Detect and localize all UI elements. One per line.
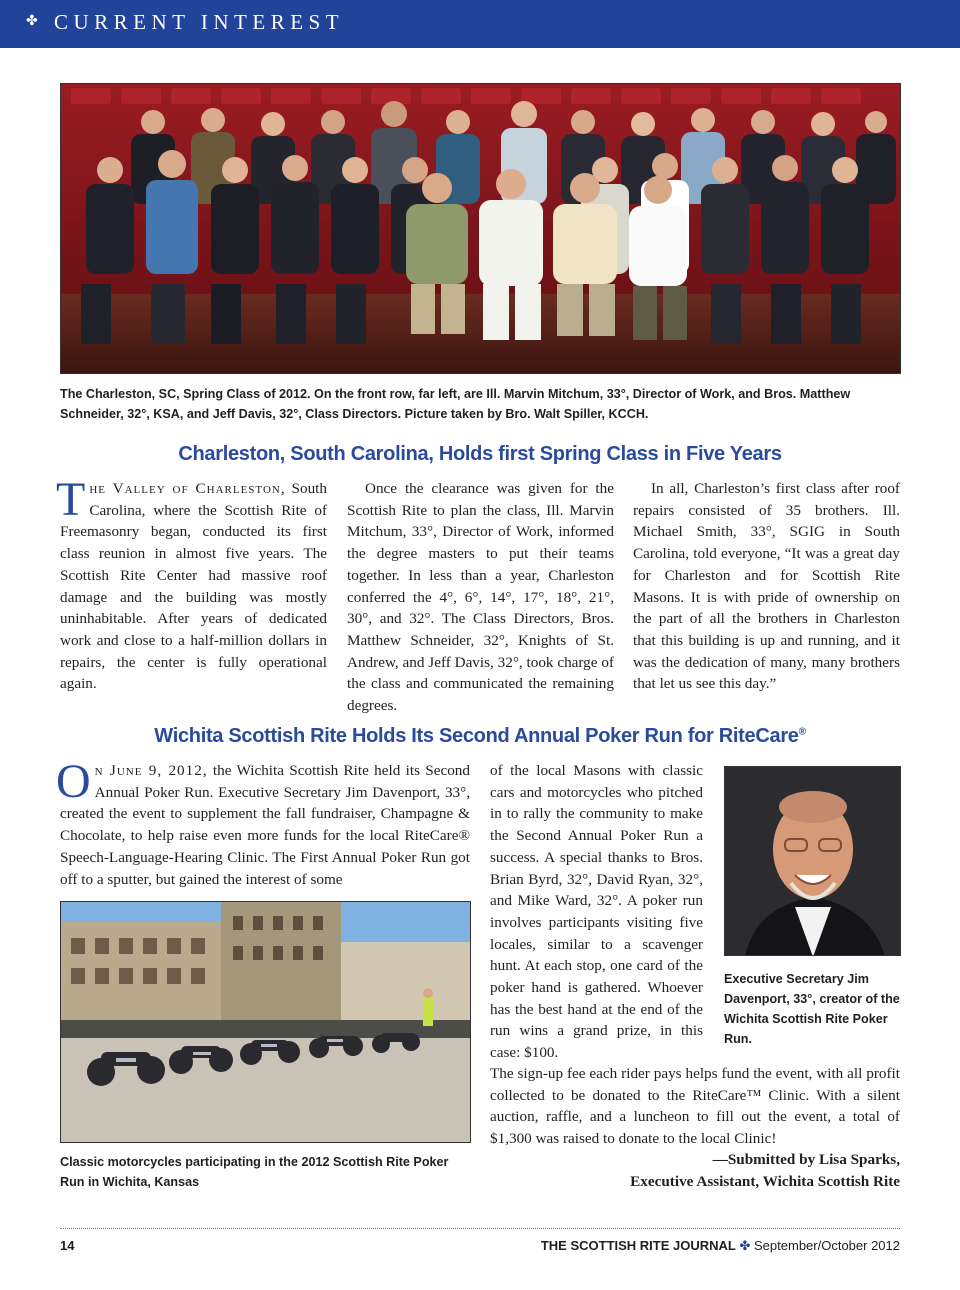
- signature-line-2: Executive Assistant, Wichita Scottish Rite: [630, 1172, 900, 1190]
- charleston-column-1: [56, 473, 327, 695]
- cross-ornament-icon: ✤: [739, 1238, 751, 1253]
- wichita-intro: [56, 755, 470, 890]
- motorcycle-photo: [60, 901, 471, 1143]
- charleston-photo-caption: The Charleston, SC, Spring Class of 2012. On the front row, far left, are Ill. Marvin Mitchum, 33°, Director of Work, and Bros. Matthew Schneider, 32°, KSA, and Jeff Davis, 32°, Class Directors. Picture taken by Bro. Walt Spiller, KCCH.: [60, 387, 851, 421]
- wichita-col2-body: of the local Masons with classic cars and motorcycles who pitched in to rally the community to make the Second Annual Poker Run a success. A special thanks to Bros. Brian Byrd, 32°, David Ryan, 32°, and Mike Ward, 32°. A poker run involves participants visiting five locales, similar to a scavenger hunt. At each stop, one card of the poker hand is gathered. Whoever has the best hand at the end of the run wins a grand prize, in this case: $100.: [490, 762, 703, 1062]
- davenport-portrait-photo: [724, 766, 901, 956]
- wichita-headline: [0, 725, 960, 748]
- page-number-text: 14: [60, 1238, 75, 1253]
- page-number: [60, 1238, 74, 1253]
- drop-cap-o: O: [56, 755, 91, 808]
- wichita-column-2: [490, 760, 703, 1064]
- charleston-headline: [0, 443, 960, 466]
- lead-in-text: he Valley of Charleston,: [89, 480, 286, 497]
- footer-rule: [60, 1228, 900, 1229]
- issue-date: September/October 2012: [754, 1238, 900, 1253]
- cross-ornament-icon: ✤: [26, 14, 38, 29]
- signature-line-1: —Submitted by Lisa Sparks,: [712, 1151, 900, 1168]
- motorcycles-photo-icon: [61, 902, 471, 1143]
- wichita-headline-text: Wichita Scottish Rite Holds Its Second Annual Poker Run for RiteCare: [154, 725, 799, 747]
- section-header: [0, 0, 960, 48]
- portrait-photo-icon: [725, 767, 901, 956]
- drop-cap-t: T: [56, 473, 86, 526]
- charleston-col1-body: South Carolina, where the Scottish Rite of Freemasonry began, conducted its first class reunion in almost five years. The Scottish Rite Center had massive roof damage and the building was mostly uninhabitable. After years of dedicated work and close to a half-million dollars in repairs, the center is fully operational again.: [60, 480, 327, 693]
- section-title: CURRENT INTEREST: [54, 10, 345, 34]
- wichita-intro-body: the Wichita Scottish Rite held its Second Annual Poker Run. Executive Secretary Jim Davenport, 33°, created the event to supplement the fall fundraiser, Champagne & Chocolate, to help raise even more funds for the local RiteCare® Speech-Language-Hearing Clinic. The First Annual Poker Run got off to a sputter, but gained the interest of some: [60, 762, 470, 888]
- wichita-continuation-body: The sign-up fee each rider pays helps fund the event, with all profit collected to be donated to the RiteCare™ Clinic. With a silent auction, raffle, and a luncheon to fill out the event, a total of $1,300 was raised to donate to the local Clinic!: [490, 1065, 900, 1148]
- charleston-column-3: [633, 478, 900, 695]
- charleston-column-2: [347, 478, 614, 717]
- charleston-headline-text: Charleston, South Carolina, Holds first Spring Class in Five Years: [178, 443, 782, 465]
- charleston-class-photo: [60, 83, 901, 374]
- journal-name: THE SCOTTISH RITE JOURNAL: [540, 1238, 736, 1253]
- registered-mark: ®: [798, 726, 806, 738]
- submitted-by: [490, 1149, 900, 1192]
- charleston-col2-body: Once the clearance was given for the Scottish Rite to plan the class, Ill. Marvin Mitchum, 33°, Director of Work, informed the degree masters to put their teams together. In less than a year, Charleston conferred the 4°, 6°, 14°, 17°, 18°, 21°, 30°, and 32°. The Class Directors, Bros. Matthew Schneider, 32°, Knights of St. Andrew, and Jeff Davis, 32°, took charge of the class and communicated the remaining degrees.: [347, 480, 614, 715]
- group-photo-icon: [61, 84, 901, 374]
- journal-footer: [541, 1238, 900, 1254]
- motorcycle-photo-caption: Classic motorcycles participating in the 2012 Scottish Rite Poker Run in Wichita, Kansas: [60, 1155, 449, 1189]
- wichita-continuation: [490, 1063, 900, 1150]
- wichita-lead-in: n June 9, 2012,: [94, 762, 208, 779]
- charleston-col3-body: In all, Charleston’s first class after roof repairs consisted of 35 brothers. Ill. Michael Smith, 33°, SGIG in South Carolina, told everyone, “It was a great day for Charleston and for Scottish Rite Masons. It is with pride of ownership on the part of all the brothers in Charleston that this building is up and running, and it was the dedication of many, many brothers that let us see this day.”: [633, 480, 900, 693]
- portrait-caption: Executive Secretary Jim Davenport, 33°, creator of the Wichita Scottish Rite Poker Run.: [724, 972, 900, 1046]
